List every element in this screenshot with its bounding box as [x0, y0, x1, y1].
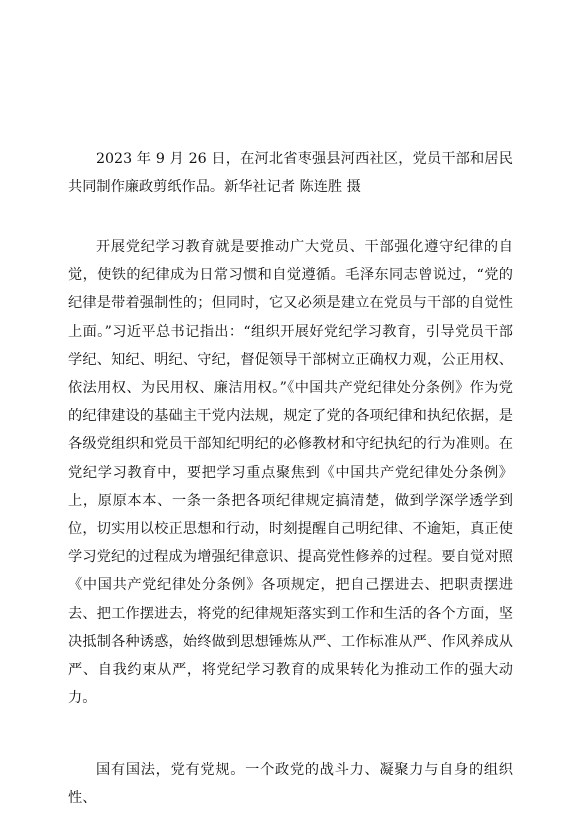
body-paragraph-discipline-education: 开展党纪学习教育就是要推动广大党员、干部强化遵守纪律的自觉，使铁的纪律成为日常习惯和自觉遵循。毛泽东同志曾说过，“党的纪律是带着强制性的；但同时，它又必须是建立在党员与干部的自觉性上面。”习近平总书记指出：“组织开展好党纪学习教育，引导党员干部学纪、知纪、明纪、守纪，督促领导干部树立正确权力观，公正用权、依法用权、为民用权、廉洁用权。”《中国共产党纪律处分条例》作为党的纪律建设的基础主干党内法规，规定了党的各项纪律和执纪依据，是各级党组织和党员干部知纪明纪的必修教材和守纪执纪的行为准则。在党纪学习教育中，要把学习重点聚焦到《中国共产党纪律处分条例》上，原原本本、一条一条把各项纪律规定搞清楚，做到学深学透学到位，切实用以校正思想和行动，时刻提醒自己明纪律、不逾矩，真正使学习党纪的过程成为增强纪律意识、提高党性修养的过程。要自觉对照《中国共产党纪律处分条例》各项规定，把自己摆进去、把职责摆进去、把工作摆进去，将党的纪律规矩落实到工作和生活的各个方面，坚决抵制各种诱惑，始终做到思想锤炼从严、工作标准从严、作风养成从严、自我约束从严，将党纪学习教育的成果转化为推动工作的强大动力。	[68, 239, 513, 707]
photo-caption: 2023 年 9 月 26 日，在河北省枣强县河西社区，党员干部和居民共同制作廉政剪纸作品。新华社记者 陈连胜 摄	[68, 151, 513, 196]
body-paragraph-party-rules: 国有国法，党有党规。一个政党的战斗力、凝聚力与自身的组织性、	[68, 762, 513, 807]
